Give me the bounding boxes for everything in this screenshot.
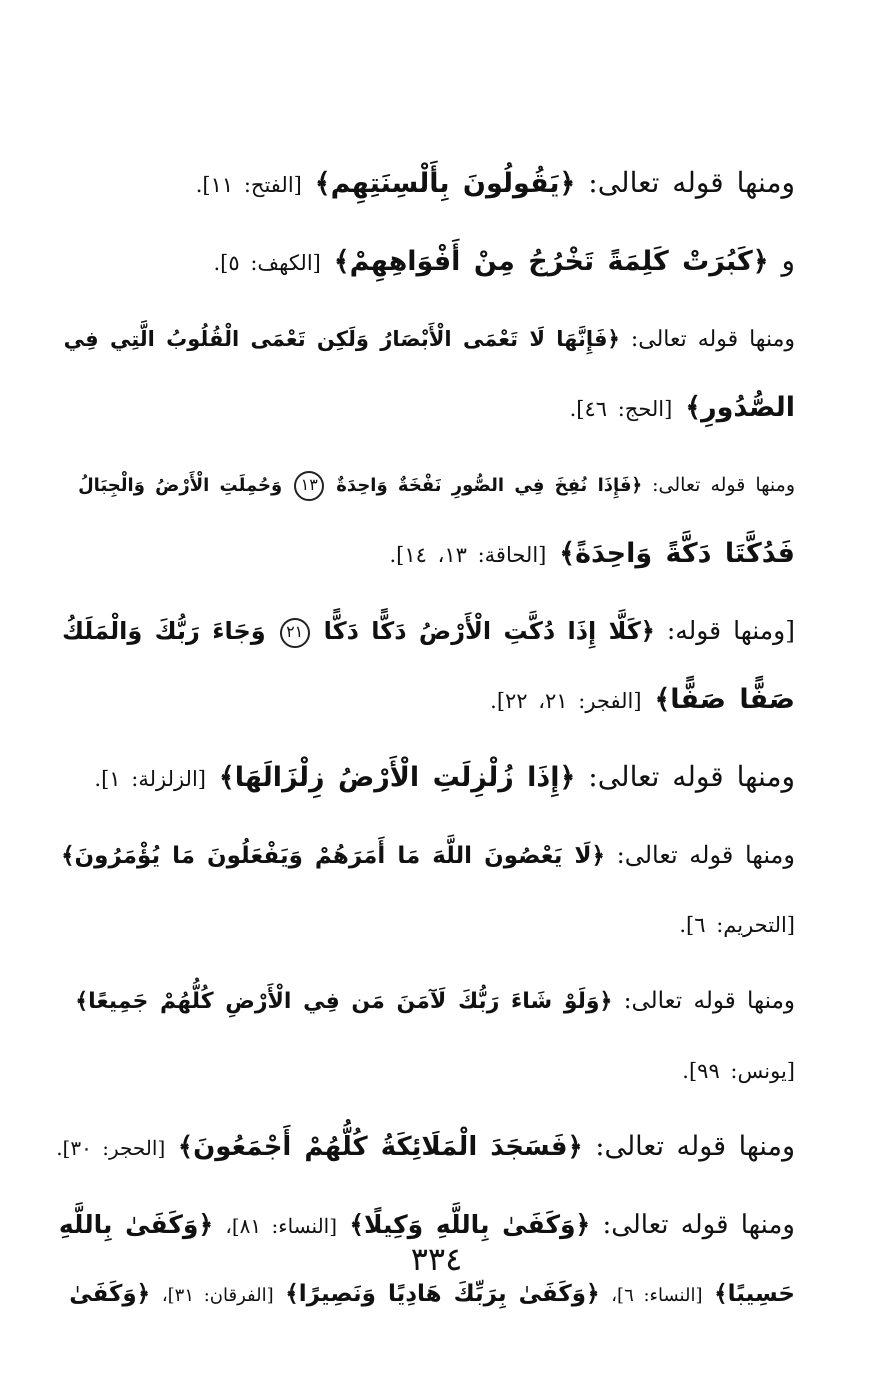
quran-verse: ﴿فَإِنَّهَا لَا تَعْمَى الْأَبْصَارُ وَلَكِن تَعْمَى الْقُلُوبُ الَّتِي فِي [63,327,620,351]
verse-reference: [الكهف: ٥]. [213,251,321,275]
intro-text: و [781,244,795,277]
intro-text: [ومنها قوله: [666,616,795,645]
text-line [55,822,795,890]
text-line [55,150,795,218]
verse-reference: [النساء: ٨١]، [225,1214,338,1238]
verse-reference: [الفرقان: ٣١]، [161,1285,274,1306]
intro-text: ومنها قوله تعالى: [602,1210,795,1240]
verse-reference: [الحاقة: ١٣، ١٤]. [389,543,547,567]
text-line [55,1036,795,1104]
quran-verse: ﴿وَكَفَىٰ [69,1281,151,1307]
quran-verse: حَسِيبًا﴾ [714,1281,795,1307]
verse-reference: [الفتح: ١١]. [195,173,302,197]
quran-verse: ﴿إِذَا زُلْزِلَتِ الْأَرْضُ زِلْزَالَهَا﴾ [218,762,576,793]
paragraph-9 [55,1114,795,1182]
quran-verse: وَحُمِلَتِ الْأَرْضُ وَالْجِبَالُ [78,475,283,496]
quran-verse: ﴿وَكَفَىٰ بِرَبِّكَ هَادِيًا وَنَصِيرًا﴾ [285,1281,600,1307]
paragraph-4 [55,452,795,588]
quran-verse: ﴿كَبُرَتْ كَلِمَةً تَخْرُجُ مِنْ أَفْوَاهِهِمْ﴾ [333,246,769,277]
intro-text: ومنها قوله تعالى: [616,841,795,869]
intro-text: ومنها قوله تعالى: [630,327,795,352]
verse-reference: [يونس: ٩٩]. [682,1059,795,1083]
intro-text: ومنها قوله تعالى: [623,988,795,1014]
quran-verse: ﴿فَسَجَدَ الْمَلَائِكَةُ كُلُّهُمْ أَجْمَعُونَ﴾ [177,1132,583,1162]
verse-reference: [النساء: ٦]، [611,1285,703,1306]
page-number: ٣٣٤ [410,1240,463,1278]
quran-verse: وَجَاءَ رَبُّكَ وَالْمَلَكُ [61,617,266,645]
quran-verse: ﴿كَلَّا إِذَا دُكَّتِ الْأَرْضُ دَكًّا دَكًّا [323,617,655,645]
paragraph-1 [55,150,795,218]
text-line [55,890,795,958]
ayah-number-marker: ٢١ [280,618,310,648]
intro-text: ومنها قوله تعالى: [652,474,795,496]
paragraph-6 [55,744,795,812]
intro-text: ومنها قوله تعالى: [595,1131,795,1162]
paragraph-3 [55,306,795,442]
text-line [55,666,795,734]
text-line [55,228,795,296]
quran-verse: ﴿وَكَفَىٰ بِاللَّهِ وَكِيلًا﴾ [349,1210,591,1239]
paragraph-5 [55,598,795,734]
page-body [55,150,795,1328]
verse-reference: [التحريم: ٦]. [679,913,795,937]
quran-verse: ﴿فَإِذَا نُفِخَ فِي الصُّورِ نَفْخَةٌ وَاحِدَةٌ [336,475,643,496]
verse-reference: [الزلزلة: ١]. [94,767,206,791]
quran-verse: صَفًّا صَفًّا﴾ [654,684,795,715]
ayah-number-marker: ١٣ [294,471,324,501]
text-line [55,520,795,588]
quran-verse: ﴿لَا يَعْصُونَ اللَّهَ مَا أَمَرَهُمْ وَيَفْعَلُونَ مَا يُؤْمَرُونَ﴾ [61,843,606,869]
quran-verse: الصُّدُورِ﴾ [685,392,795,423]
verse-reference: [الحج: ٤٦]. [569,397,673,421]
quran-verse: ﴿وَكَفَىٰ بِاللَّهِ [58,1210,214,1239]
text-line [55,452,795,520]
text-line [55,1114,795,1182]
quran-verse: ﴿وَلَوْ شَاءَ رَبُّكَ لَآمَنَ مَن فِي الْأَرْضِ كُلُّهُمْ جَمِيعًا﴾ [75,989,613,1014]
paragraph-8 [55,968,795,1104]
verse-reference: [الحجر: ٣٠]. [56,1136,166,1160]
paragraph-2 [55,228,795,296]
intro-text: ومنها قوله تعالى: [588,166,795,199]
text-line [55,374,795,442]
text-line [55,744,795,812]
verse-reference: [الفجر: ٢١، ٢٢]. [490,689,642,713]
paragraph-7 [55,822,795,958]
quran-verse: فَدُكَّتَا دَكَّةً وَاحِدَةً﴾ [559,538,795,569]
text-line [55,598,795,666]
text-line [55,968,795,1036]
quran-verse: ﴿يَقُولُونَ بِأَلْسِنَتِهِم﴾ [314,168,576,199]
intro-text: ومنها قوله تعالى: [588,760,795,793]
text-line [55,306,795,374]
